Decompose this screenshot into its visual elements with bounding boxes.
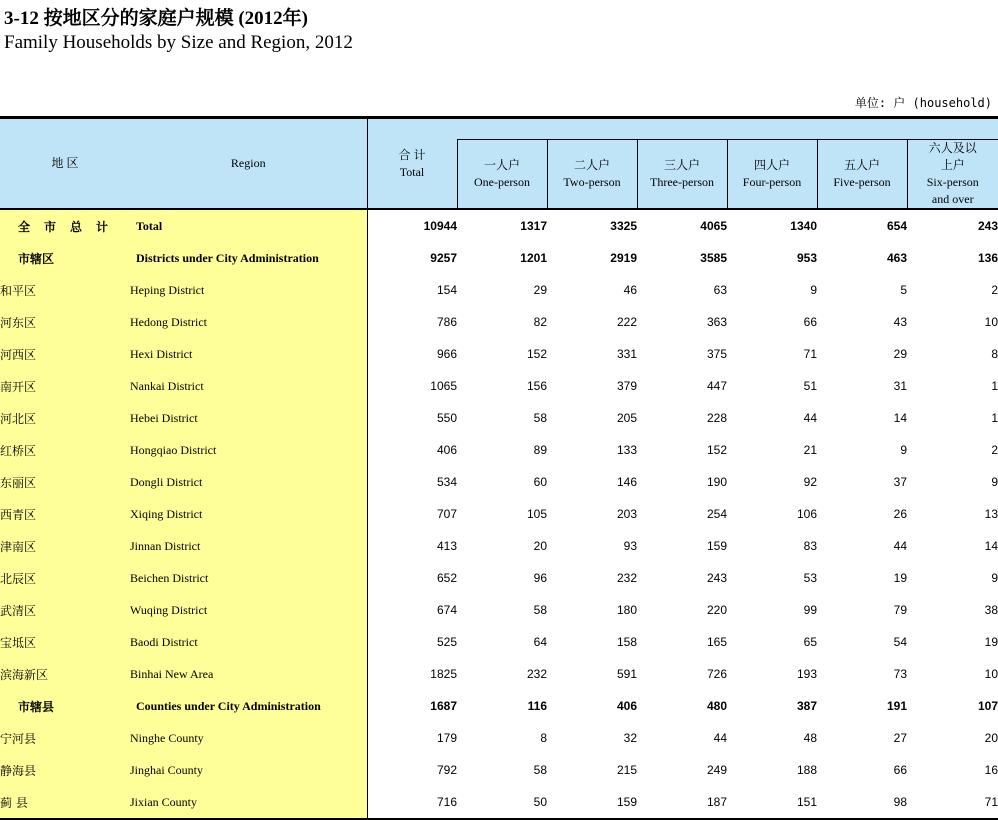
household-count: 406 — [616, 699, 637, 713]
total-value: 1065 — [430, 379, 457, 393]
total-value: 786 — [436, 315, 457, 329]
household-count: 99 — [803, 603, 817, 617]
household-count: 9 — [900, 443, 907, 457]
household-count: 14 — [893, 411, 907, 425]
household-count: 44 — [803, 411, 817, 425]
total-value: 1687 — [430, 699, 457, 713]
region-name-cn: 市辖县 — [0, 690, 130, 722]
household-count: 152 — [706, 443, 727, 457]
household-count: 146 — [616, 475, 637, 489]
header-col-cn: 四人户 — [753, 158, 790, 172]
total-value: 413 — [436, 539, 457, 553]
household-count: 156 — [526, 379, 547, 393]
table-row — [0, 466, 998, 498]
region-name-en: Hongqiao District — [130, 434, 367, 466]
header-col-five — [817, 140, 907, 210]
header-total — [367, 118, 457, 210]
household-count: 31 — [893, 379, 907, 393]
household-count: 58 — [533, 411, 547, 425]
household-count: 10 — [984, 667, 998, 681]
household-count: 66 — [893, 763, 907, 777]
household-count: 79 — [893, 603, 907, 617]
households-table — [0, 116, 998, 820]
household-count: 190 — [706, 475, 727, 489]
region-name-cn: 西青区 — [0, 498, 130, 530]
table-row — [0, 434, 998, 466]
household-count: 29 — [533, 283, 547, 297]
household-count: 4065 — [700, 219, 727, 233]
household-count: 89 — [533, 443, 547, 457]
total-value: 674 — [436, 603, 457, 617]
household-count: 65 — [803, 635, 817, 649]
household-count: 13 — [984, 507, 998, 521]
household-count: 165 — [706, 635, 727, 649]
region-name-en: Districts under City Administration — [130, 242, 367, 274]
household-count: 8 — [991, 347, 998, 361]
household-count: 92 — [803, 475, 817, 489]
household-count: 19 — [984, 635, 998, 649]
household-count: 232 — [526, 667, 547, 681]
table-body — [0, 209, 998, 819]
household-count: 205 — [616, 411, 637, 425]
household-count: 83 — [803, 539, 817, 553]
table-row — [0, 626, 998, 658]
household-count: 203 — [616, 507, 637, 521]
region-name-en: Heping District — [130, 274, 367, 306]
region-name-en: Baodi District — [130, 626, 367, 658]
header-col-cn: 二人户 — [573, 158, 610, 172]
page-title-english: Family Households by Size and Region, 2012 — [4, 32, 353, 53]
household-count: 2 — [991, 283, 998, 297]
region-name-cn: 河西区 — [0, 338, 130, 370]
total-value: 966 — [436, 347, 457, 361]
household-count: 5 — [900, 283, 907, 297]
household-count: 1 — [991, 379, 998, 393]
household-count: 105 — [526, 507, 547, 521]
household-count: 180 — [616, 603, 637, 617]
header-col-two — [547, 140, 637, 210]
table-row — [0, 370, 998, 402]
household-count: 9 — [991, 571, 998, 585]
household-count: 63 — [713, 283, 727, 297]
region-name-en: Dongli District — [130, 466, 367, 498]
header-col-cn: 一人户 — [483, 158, 520, 172]
region-name-cn: 红桥区 — [0, 434, 130, 466]
household-count: 243 — [706, 571, 727, 585]
header-region-cn: 地 区 — [0, 118, 130, 210]
household-count: 193 — [796, 667, 817, 681]
region-name-cn: 宁河县 — [0, 722, 130, 754]
household-count: 220 — [706, 603, 727, 617]
household-count: 54 — [893, 635, 907, 649]
header-col-cn: 三人户 — [663, 158, 700, 172]
total-value: 1825 — [430, 667, 457, 681]
household-count: 37 — [893, 475, 907, 489]
table-row — [0, 754, 998, 786]
total-value: 716 — [367, 786, 457, 819]
header-total-cn: 合 计 — [398, 147, 426, 162]
household-count: 480 — [706, 699, 727, 713]
table-row — [0, 209, 998, 242]
table-row — [0, 274, 998, 306]
region-name-cn: 津南区 — [0, 530, 130, 562]
total-value: 792 — [436, 763, 457, 777]
household-count: 48 — [803, 731, 817, 745]
region-name-en: Ninghe County — [130, 722, 367, 754]
total-value: 9257 — [430, 251, 457, 265]
household-count: 2919 — [610, 251, 637, 265]
household-count: 228 — [706, 411, 727, 425]
region-name-en: Jinghai County — [130, 754, 367, 786]
household-count: 46 — [623, 283, 637, 297]
household-count: 60 — [533, 475, 547, 489]
total-value: 707 — [436, 507, 457, 521]
header-col-one — [457, 140, 547, 210]
region-name-cn: 宝坻区 — [0, 626, 130, 658]
table-row — [0, 242, 998, 274]
region-name-cn: 市辖区 — [0, 242, 130, 274]
header-col-six — [907, 140, 998, 210]
household-count: 20 — [533, 539, 547, 553]
header-col-en: Two-person — [563, 175, 621, 189]
household-count: 50 — [457, 786, 547, 819]
household-count: 188 — [796, 763, 817, 777]
region-name-cn: 全市总计 — [0, 209, 130, 242]
header-col-en: Five-person — [833, 175, 891, 189]
household-count: 71 — [803, 347, 817, 361]
region-name-cn: 静海县 — [0, 754, 130, 786]
table-row — [0, 562, 998, 594]
household-count: 116 — [527, 699, 547, 713]
region-name-en: Total — [130, 209, 367, 242]
region-name-en: Counties under City Administration — [130, 690, 367, 722]
household-count: 3585 — [700, 251, 727, 265]
household-count: 1340 — [790, 219, 817, 233]
household-count: 73 — [893, 667, 907, 681]
household-count: 136 — [977, 251, 998, 265]
header-col-cn: 五人户 — [843, 158, 880, 172]
household-count: 363 — [706, 315, 727, 329]
region-name-en: Binhai New Area — [130, 658, 367, 690]
household-count: 29 — [893, 347, 907, 361]
region-name-cn: 和平区 — [0, 274, 130, 306]
household-count: 158 — [616, 635, 637, 649]
household-count: 249 — [706, 763, 727, 777]
header-total-en: Total — [399, 164, 425, 179]
household-count: 106 — [796, 507, 817, 521]
region-name-en: Beichen District — [130, 562, 367, 594]
household-count: 9 — [810, 283, 817, 297]
household-count: 222 — [616, 315, 637, 329]
total-value: 154 — [436, 283, 457, 297]
region-name-en: Hexi District — [130, 338, 367, 370]
household-count: 1317 — [520, 219, 547, 233]
household-count: 44 — [713, 731, 727, 745]
region-name-cn: 滨海新区 — [0, 658, 130, 690]
total-value: 406 — [436, 443, 457, 457]
region-name-cn: 东丽区 — [0, 466, 130, 498]
header-col-three — [637, 140, 727, 210]
household-count: 16 — [984, 763, 998, 777]
table-row — [0, 690, 998, 722]
page-title-chinese: 3-12 按地区分的家庭户规模 (2012年) — [4, 8, 308, 29]
header-col-four — [727, 140, 817, 210]
household-count: 379 — [616, 379, 637, 393]
household-count: 96 — [533, 571, 547, 585]
household-count: 953 — [796, 251, 817, 265]
household-count: 98 — [817, 786, 907, 819]
header-size-span — [457, 118, 998, 140]
header-col-en: Six-person and over — [926, 175, 979, 206]
header-col-en: Four-person — [742, 175, 802, 189]
table-row — [0, 658, 998, 690]
household-count: 375 — [706, 347, 727, 361]
region-name-en: Hebei District — [130, 402, 367, 434]
total-value: 652 — [436, 571, 457, 585]
region-name-cn: 蓟 县 — [0, 786, 130, 819]
household-count: 726 — [706, 667, 727, 681]
region-name-en: Jinnan District — [130, 530, 367, 562]
household-count: 8 — [540, 731, 547, 745]
table-row — [0, 594, 998, 626]
household-count: 243 — [977, 219, 998, 233]
region-name-en: Wuqing District — [130, 594, 367, 626]
household-count: 26 — [893, 507, 907, 521]
table-row — [0, 402, 998, 434]
household-count: 51 — [803, 379, 817, 393]
region-name-en: Hedong District — [130, 306, 367, 338]
household-count: 387 — [796, 699, 817, 713]
household-count: 2 — [991, 443, 998, 457]
household-count: 191 — [886, 699, 907, 713]
household-count: 463 — [886, 251, 907, 265]
region-name-cn: 南开区 — [0, 370, 130, 402]
region-name-en: Xiqing District — [130, 498, 367, 530]
region-name-en: Nankai District — [130, 370, 367, 402]
table-row — [0, 498, 998, 530]
household-count: 44 — [893, 539, 907, 553]
region-name-en: Jixian County — [130, 786, 367, 819]
household-count: 232 — [616, 571, 637, 585]
household-count: 64 — [533, 635, 547, 649]
household-count: 9 — [991, 475, 998, 489]
header-col-cn: 六人及以上户 — [928, 141, 977, 172]
household-count: 254 — [706, 507, 727, 521]
household-count: 14 — [984, 539, 998, 553]
household-count: 82 — [533, 315, 547, 329]
household-count: 93 — [623, 539, 637, 553]
header-region-en: Region — [130, 118, 367, 210]
table-row — [0, 338, 998, 370]
household-count: 20 — [984, 731, 998, 745]
total-value: 525 — [436, 635, 457, 649]
total-value: 179 — [436, 731, 457, 745]
household-count: 32 — [623, 731, 637, 745]
household-count: 21 — [803, 443, 817, 457]
header-col-en: One-person — [474, 175, 530, 189]
total-value: 534 — [436, 475, 457, 489]
unit-label: 单位: 户 (household) — [854, 96, 992, 110]
region-name-cn: 武清区 — [0, 594, 130, 626]
total-value: 550 — [436, 411, 457, 425]
household-count: 159 — [547, 786, 637, 819]
table-row — [0, 786, 998, 819]
household-count: 3325 — [610, 219, 637, 233]
table-row — [0, 530, 998, 562]
region-name-cn: 河北区 — [0, 402, 130, 434]
household-count: 43 — [893, 315, 907, 329]
household-count: 654 — [886, 219, 907, 233]
household-count: 71 — [907, 786, 998, 819]
household-count: 133 — [616, 443, 637, 457]
household-count: 27 — [893, 731, 907, 745]
household-count: 159 — [706, 539, 727, 553]
household-count: 331 — [616, 347, 637, 361]
household-count: 215 — [616, 763, 637, 777]
household-count: 19 — [893, 571, 907, 585]
header-col-en: Three-person — [650, 175, 714, 189]
household-count: 591 — [616, 667, 637, 681]
household-count: 10 — [984, 315, 998, 329]
table-row — [0, 306, 998, 338]
household-count: 107 — [977, 699, 998, 713]
household-count: 447 — [706, 379, 727, 393]
household-count: 58 — [533, 603, 547, 617]
region-name-cn: 北辰区 — [0, 562, 130, 594]
table-row — [0, 722, 998, 754]
household-count: 38 — [984, 603, 998, 617]
household-count: 187 — [637, 786, 727, 819]
household-count: 152 — [526, 347, 547, 361]
household-count: 1 — [991, 411, 998, 425]
region-name-cn: 河东区 — [0, 306, 130, 338]
household-count: 1201 — [520, 251, 547, 265]
household-count: 58 — [533, 763, 547, 777]
household-count: 151 — [727, 786, 817, 819]
household-count: 53 — [803, 571, 817, 585]
household-count: 66 — [803, 315, 817, 329]
total-value: 10944 — [423, 219, 457, 233]
